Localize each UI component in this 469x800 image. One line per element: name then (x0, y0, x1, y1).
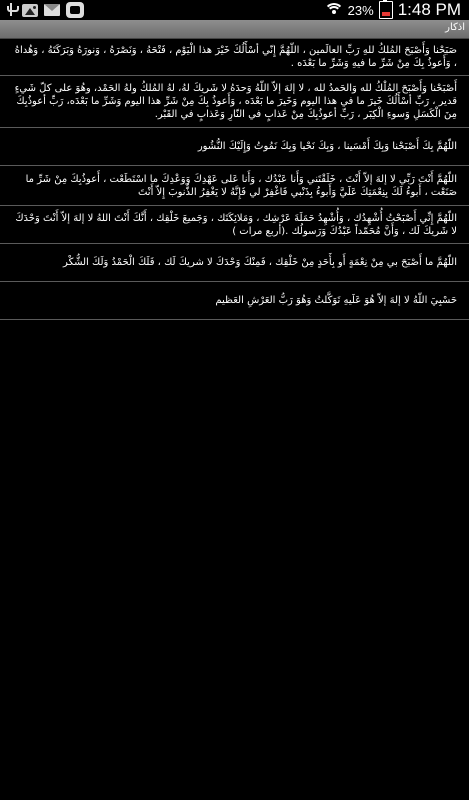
list-item[interactable] (0, 128, 469, 166)
item-text: اللّهُمَّ بِكَ أَصْبَحْنا وَبِكَ أَمْسَينا ، وَبِكَ نَحْيا وَبِكَ نَمُوتُ وَإِلَيْكَ النُّشُور (197, 141, 457, 152)
list-item[interactable] (0, 76, 469, 128)
status-bar (0, 0, 469, 20)
battery-icon (379, 1, 393, 19)
item-text: أَصْبَحْنا وَأَصْبَحَ المُلْكُ لله وَالحَمدُ لله ، لا إلهَ إلاّ اللّهُ وَحدَهُ لا شَريكَ لهُ، لهُ المُلكُ ولهُ الحَمْد، وهُوَ على كلّ شَيءٍ قدير ، رَبِّ أسْأَلُكَ خَيرَ ما في هذا اليوم وَخَيرَ ما بَعْدَه ، وَأَعوذُ بِكَ مِنْ شَرِّ هذا اليوم وَشَرِّ ما بَعْدَه، رَبِّ أعوذُبِكَ مِنَ الْكَسَلِ وَسوءِ الْكِبَر ، رَبِّ أعوذُبِكَ مِنْ عَذابٍ في النّارِ وَعَذابٍ في القَبْر. (14, 83, 457, 120)
list-item[interactable] (0, 244, 469, 282)
list-item[interactable] (0, 38, 469, 76)
title-bar (0, 20, 469, 39)
battery-percent: 23% (347, 2, 374, 18)
item-text: حَسْبِيَ اللّهُ لا إلهَ إلاّ هُوَ عَلَيهِ تَوَكَّلتُ وَهُوَ رَبُّ العَرْشِ العَظيم (215, 295, 457, 306)
item-text: اللّهُمَّ إِنِّي أَصْبَحْتُ أُشْهِدُك ، وَأُشْهِدُ حَمَلَةَ عَرْشِك ، وَمَلائِكَتَك ، وَجَميعَ خَلْقِك ، أَنَّكَ أَنْتَ اللهُ لا إلهَ إلاّ أَنْتَ وَحْدَكَ لا شَريكَ لَك ، وَأَنَّ مُحَمّداً عَبْدُكَ وَرَسولُك .(أربع مرات ) (15, 212, 457, 237)
mail-icon (44, 4, 60, 16)
list-item[interactable] (0, 206, 469, 244)
list-item[interactable] (0, 166, 469, 206)
clock: 1:48 PM (397, 0, 461, 19)
app-title: اذكار (445, 22, 465, 33)
list-item[interactable] (0, 282, 469, 320)
adhkar-list[interactable] (0, 38, 469, 320)
gallery-icon (22, 4, 38, 17)
wifi-icon (325, 3, 343, 17)
item-text: اللّهُمَّ أَنْتَ رَبِّي لا إلهَ إلاّ أَنْتَ ، خَلَقْتَني وَأَنا عَبْدُك ، وَأَنا عَلى عَهْدِكَ وَوَعْدِكَ ما اسْتَطَعْت ، أَعوذُبِكَ مِنْ شَرِّ ما صَنَعْت ، أَبوءُ لَكَ بِنِعْمَتِكَ عَلَيَّ وَأَبوءُ بِذَنْبي فَاغْفِرْ لي فَإِنَّهُ لا يَغْفِرُ الذُّنوبَ إِلاّ أَنْتَ (25, 173, 457, 198)
item-text: صَبَحْنا وَأَصْبَحَ المُلكُ للهِ رَبِّ العالَمين ، اللّهُمَّ إِنّي أسْأَلُكَ خَيْرَ هذا الْيَوْم ، فَتْحَهُ ، وَنَصْرَهُ ، وَنورَهُ وَبَرَكَتَهُ ، وَهُداهُ ، وَأَعوذُ بِكَ مِنْ شَرِّ ما فيهِ وَشَرِّ ما بَعْدَه . (14, 44, 457, 69)
app-icon (66, 2, 84, 18)
usb-icon (6, 3, 16, 17)
item-text: اللّهُمَّ ما أَصْبَحَ بي مِنْ نِعْمَةٍ أَو بِأَحَدٍ مِنْ خَلْقِك ، فَمِنْكَ وَحْدَكَ لا شريكَ لَك ، فَلَكَ الْحَمْدُ وَلَكَ الشُّكْر (63, 257, 457, 268)
